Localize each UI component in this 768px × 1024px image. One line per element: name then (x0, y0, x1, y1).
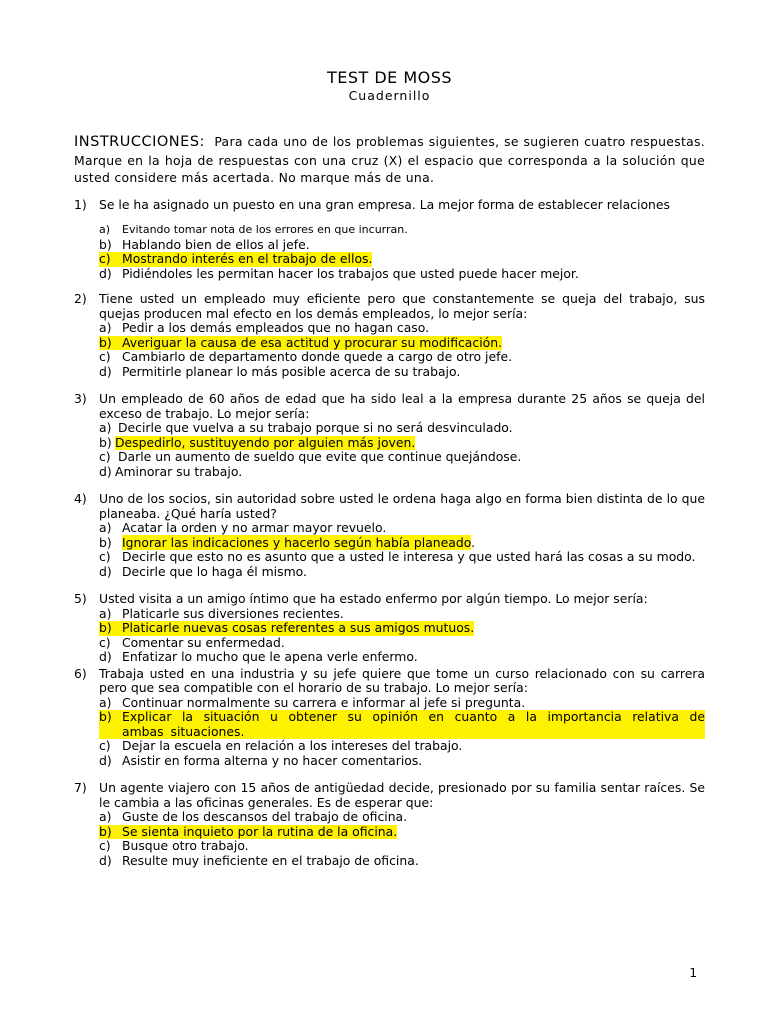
option-a: a) Guste de los descansos del trabajo de oficina. (99, 809, 408, 824)
question-7 (74, 781, 705, 868)
question-text: Se le ha asignado un puesto en una gran empresa. La mejor forma de establecer relaciones (99, 196, 670, 212)
option-a: a) Continuar normalmente su carrera e informar al jefe si pregunta. (99, 694, 526, 710)
question-6 (74, 667, 705, 769)
question-2 (74, 292, 705, 379)
question-number: 1) (74, 196, 87, 212)
highlighted-answer: Se sienta inquieto por la rutina de la oficina. (122, 823, 398, 839)
instructions-text: Para cada uno de los problemas siguientes, se sugieren cuatro respuestas. Marque en la hoja de respuestas con una cruz (X) el espacio que corresponda a la solución que usted considere más acertada. No marque más de una. (74, 134, 705, 185)
option-a: a) Pedir a los demás empleados que no hagan caso. (99, 320, 430, 335)
option-d: d) Enfatizar lo mucho que le apena verle enfermo. (99, 649, 418, 664)
question-number: 4) (74, 491, 87, 506)
highlighted-answer: Averiguar la causa de esa actitud y procurar su modificación. (122, 334, 503, 350)
option-c: c) Busque otro trabajo. (99, 838, 249, 853)
instructions (74, 133, 705, 187)
highlighted-answer: Explicar la situación u obtener su opinión en cuanto a la importancia relativa de ambas situaciones. (122, 709, 705, 739)
option-c: c) Mostrando interés en el trabajo de ellos. (99, 251, 373, 266)
option-a: a) Decirle que vuelva a su trabajo porque si no será desvinculado. (99, 420, 513, 435)
option-c: c) Darle un aumento de sueldo que evite que continue quejándose. (99, 449, 522, 464)
question-3 (74, 392, 705, 479)
option-c: c) Cambiarlo de departamento donde quede a cargo de otro jefe. (99, 349, 513, 364)
question-number: 5) (74, 591, 87, 606)
question-text: Uno de los socios, sin autoridad sobre usted le ordena haga algo en forma bien distinta de lo que planeaba. ¿Qué haría usted? (99, 491, 705, 521)
option-a: a) Evitando tomar nota de los errores en que incurran. (99, 223, 408, 236)
page-number: 1 (689, 966, 697, 980)
highlighted-answer: Despedirlo, sustituyendo por alguien más joven. (115, 434, 416, 450)
question-4 (74, 492, 705, 579)
question-number: 7) (74, 780, 87, 795)
option-d: d) Permitirle planear lo más posible acerca de su trabajo. (99, 363, 461, 379)
question-text: Tiene usted un empleado muy eficiente pero que constantemente se queja del trabajo, sus quejas producen mal efecto en los demás empleados, lo mejor sería: (99, 291, 705, 321)
question-number: 6) (74, 665, 87, 681)
highlighted-answer: Ignorar las indicaciones y hacerlo según había planeado (122, 534, 472, 550)
document-page (74, 68, 705, 868)
option-b: b) Ignorar las indicaciones y hacerlo según había planeado. (99, 534, 476, 550)
option-d: d) Aminorar su trabajo. (99, 463, 243, 479)
option-c: c) Decirle que esto no es asunto que a usted le interesa y que usted hará las cosas a su modo. (99, 549, 696, 564)
option-d: d) Asistir en forma alterna y no hacer comentarios. (99, 752, 423, 768)
option-a: a) Acatar la orden y no armar mayor revuelo. (99, 520, 387, 535)
highlighted-answer: Mostrando interés en el trabajo de ellos. (122, 251, 373, 266)
question-text: Trabaja usted en una industria y su jefe quiere que tome un curso relacionado con su carrera pero que sea compatible con el horario de su trabajo. Lo mejor sería: (99, 665, 705, 695)
option-d: d) Resulte muy ineficiente en el trabajo de oficina. (99, 852, 419, 868)
question-5 (74, 592, 705, 665)
option-b: b) Despedirlo, sustituyendo por alguien más joven. (99, 434, 416, 450)
instructions-label: INSTRUCCIONES: (74, 134, 205, 150)
highlighted-answer: Platicarle nuevas cosas referentes a sus amigos mutuos. (122, 620, 475, 635)
question-number: 2) (74, 291, 87, 306)
option-c: c) Comentar su enfermedad. (99, 634, 285, 650)
question-text: Un agente viajero con 15 años de antigüedad decide, presionado por su familia sentar raíces. Se le cambia a las oficinas generales. Es de esperar que: (99, 780, 705, 810)
option-d: d) Decirle que lo haga él mismo. (99, 563, 307, 579)
page-title: TEST DE MOSS (326, 68, 453, 87)
option-d: d) Pidiéndoles les permitan hacer los trabajos que usted puede hacer mejor. (99, 265, 579, 281)
question-number: 3) (74, 391, 87, 406)
question-1 (74, 198, 705, 282)
question-text: Usted visita a un amigo íntimo que ha estado enfermo por algún tiempo. Lo mejor sería: (99, 591, 648, 606)
option-b: b) Se sienta inquieto por la rutina de la oficina. (99, 823, 398, 839)
option-b: b) Explicar la situación u obtener su opinión en cuanto a la importancia relativa de ambas situaciones. (99, 709, 705, 739)
option-b: b) Platicarle nuevas cosas referentes a sus amigos mutuos. (99, 620, 475, 635)
option-b: b) Hablando bien de ellos al jefe. (99, 236, 310, 252)
option-a: a) Platicarle sus diversiones recientes. (99, 605, 344, 621)
option-c: c) Dejar la escuela en relación a los intereses del trabajo. (99, 738, 463, 753)
page-subtitle: Cuadernillo (348, 88, 431, 103)
option-b: b) Averiguar la causa de esa actitud y procurar su modificación. (99, 334, 503, 350)
question-text: Un empleado de 60 años de edad que ha sido leal a la empresa durante 25 años se queja del exceso de trabajo. Lo mejor sería: (99, 391, 705, 421)
